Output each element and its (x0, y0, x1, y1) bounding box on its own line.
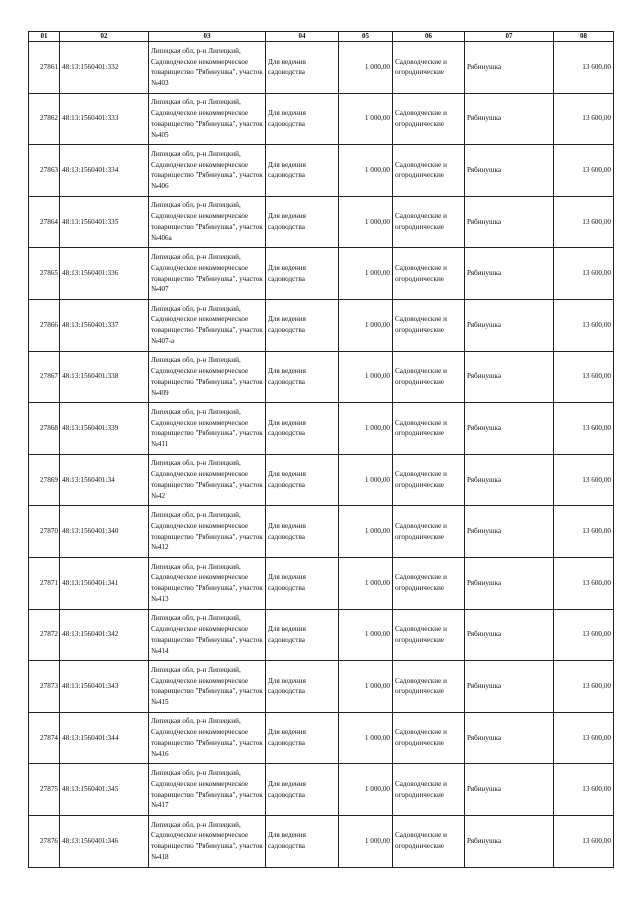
address-cell: Липецкая обл, р-н Липецкий, Садоводческое некоммерческое товарищество "Рябинушка", участок №405 (149, 93, 266, 145)
land-category-cell: Садоводческие и огороднические (393, 42, 465, 94)
row-number-cell: 27872 (29, 609, 60, 661)
cadastral-value-cell: 13 600,00 (554, 557, 614, 609)
table-row (29, 196, 614, 248)
column-header: 05 (339, 32, 393, 42)
permitted-use-cell: Для ведения садоводства (266, 764, 339, 816)
address-cell: Липецкая обл, р-н Липецкий, Садоводческое некоммерческое товарищество "Рябинушка", участок №415 (149, 661, 266, 713)
cadastral-number-cell: 48:13:1560401:34 (60, 454, 149, 506)
area-cell: 1 000,00 (339, 609, 393, 661)
permitted-use-cell: Для ведения садоводства (266, 42, 339, 94)
permitted-use-cell: Для ведения садоводства (266, 248, 339, 300)
table-row (29, 661, 614, 713)
cadastral-number-cell: 48:13:1560401:338 (60, 351, 149, 403)
address-cell: Липецкая обл, р-н Липецкий, Садоводческое некоммерческое товарищество "Рябинушка", участок №406а (149, 196, 266, 248)
row-number-cell: 27874 (29, 712, 60, 764)
cadastral-value-cell: 13 600,00 (554, 764, 614, 816)
area-cell: 1 000,00 (339, 93, 393, 145)
address-cell: Липецкая обл, р-н Липецкий, Садоводческое некоммерческое товарищество "Рябинушка", участок №409 (149, 351, 266, 403)
land-category-cell: Садоводческие и огороднические (393, 506, 465, 558)
land-category-cell: Садоводческие и огороднические (393, 145, 465, 197)
cadastral-value-cell: 13 600,00 (554, 299, 614, 351)
address-cell: Липецкая обл, р-н Липецкий, Садоводческое некоммерческое товарищество "Рябинушка", участок №407 (149, 248, 266, 300)
area-cell: 1 000,00 (339, 42, 393, 94)
address-cell: Липецкая обл, р-н Липецкий, Садоводческое некоммерческое товарищество "Рябинушка", участок №417 (149, 764, 266, 816)
land-category-cell: Садоводческие и огороднические (393, 299, 465, 351)
cadastral-number-cell: 48:13:1560401:335 (60, 196, 149, 248)
locality-cell: Рябинушка (465, 609, 554, 661)
column-header: 02 (60, 32, 149, 42)
area-cell: 1 000,00 (339, 764, 393, 816)
area-cell: 1 000,00 (339, 248, 393, 300)
land-category-cell: Садоводческие и огороднические (393, 248, 465, 300)
cadastral-value-cell: 13 600,00 (554, 403, 614, 455)
row-number-cell: 27865 (29, 248, 60, 300)
permitted-use-cell: Для ведения садоводства (266, 815, 339, 867)
row-number-cell: 27873 (29, 661, 60, 713)
locality-cell: Рябинушка (465, 145, 554, 197)
permitted-use-cell: Для ведения садоводства (266, 661, 339, 713)
cadastral-number-cell: 48:13:1560401:332 (60, 42, 149, 94)
column-header: 06 (393, 32, 465, 42)
locality-cell: Рябинушка (465, 764, 554, 816)
row-number-cell: 27875 (29, 764, 60, 816)
row-number-cell: 27868 (29, 403, 60, 455)
cadastral-number-cell: 48:13:1560401:345 (60, 764, 149, 816)
land-category-cell: Садоводческие и огороднические (393, 196, 465, 248)
cadastral-number-cell: 48:13:1560401:333 (60, 93, 149, 145)
area-cell: 1 000,00 (339, 712, 393, 764)
permitted-use-cell: Для ведения садоводства (266, 145, 339, 197)
locality-cell: Рябинушка (465, 248, 554, 300)
area-cell: 1 000,00 (339, 351, 393, 403)
cadastral-value-cell: 13 600,00 (554, 351, 614, 403)
area-cell: 1 000,00 (339, 506, 393, 558)
cadastral-number-cell: 48:13:1560401:337 (60, 299, 149, 351)
permitted-use-cell: Для ведения садоводства (266, 609, 339, 661)
address-cell: Липецкая обл, р-н Липецкий, Садоводческое некоммерческое товарищество "Рябинушка", участок №407-а (149, 299, 266, 351)
table-row (29, 454, 614, 506)
table-row (29, 42, 614, 94)
table-row (29, 403, 614, 455)
cadastral-value-cell: 13 600,00 (554, 661, 614, 713)
table-row (29, 351, 614, 403)
table-row (29, 764, 614, 816)
area-cell: 1 000,00 (339, 661, 393, 713)
cadastral-number-cell: 48:13:1560401:339 (60, 403, 149, 455)
column-header: 01 (29, 32, 60, 42)
table-row (29, 815, 614, 867)
locality-cell: Рябинушка (465, 299, 554, 351)
column-header: 04 (266, 32, 339, 42)
address-cell: Липецкая обл, р-н Липецкий, Садоводческое некоммерческое товарищество "Рябинушка", участок №411 (149, 403, 266, 455)
area-cell: 1 000,00 (339, 403, 393, 455)
address-cell: Липецкая обл, р-н Липецкий, Садоводческое некоммерческое товарищество "Рябинушка", участок №406 (149, 145, 266, 197)
cadastral-number-cell: 48:13:1560401:343 (60, 661, 149, 713)
area-cell: 1 000,00 (339, 299, 393, 351)
address-cell: Липецкая обл, р-н Липецкий, Садоводческое некоммерческое товарищество "Рябинушка", участок №412 (149, 506, 266, 558)
cadastral-number-cell: 48:13:1560401:340 (60, 506, 149, 558)
cadastral-number-cell: 48:13:1560401:334 (60, 145, 149, 197)
locality-cell: Рябинушка (465, 506, 554, 558)
table-row (29, 557, 614, 609)
row-number-cell: 27869 (29, 454, 60, 506)
table-row (29, 93, 614, 145)
permitted-use-cell: Для ведения садоводства (266, 403, 339, 455)
cadastral-number-cell: 48:13:1560401:346 (60, 815, 149, 867)
row-number-cell: 27876 (29, 815, 60, 867)
land-plots-table (28, 31, 614, 868)
land-category-cell: Садоводческие и огороднические (393, 815, 465, 867)
address-cell: Липецкая обл, р-н Липецкий, Садоводческое некоммерческое товарищество "Рябинушка", участок №403 (149, 42, 266, 94)
cadastral-value-cell: 13 600,00 (554, 712, 614, 764)
row-number-cell: 27863 (29, 145, 60, 197)
locality-cell: Рябинушка (465, 351, 554, 403)
table-row (29, 248, 614, 300)
table-row (29, 299, 614, 351)
area-cell: 1 000,00 (339, 145, 393, 197)
land-category-cell: Садоводческие и огороднические (393, 609, 465, 661)
cadastral-value-cell: 13 600,00 (554, 454, 614, 506)
land-category-cell: Садоводческие и огороднические (393, 661, 465, 713)
permitted-use-cell: Для ведения садоводства (266, 93, 339, 145)
locality-cell: Рябинушка (465, 196, 554, 248)
locality-cell: Рябинушка (465, 712, 554, 764)
locality-cell: Рябинушка (465, 661, 554, 713)
permitted-use-cell: Для ведения садоводства (266, 506, 339, 558)
document-page (28, 31, 613, 868)
cadastral-value-cell: 13 600,00 (554, 248, 614, 300)
cadastral-value-cell: 13 600,00 (554, 196, 614, 248)
locality-cell: Рябинушка (465, 815, 554, 867)
row-number-cell: 27867 (29, 351, 60, 403)
table-row (29, 609, 614, 661)
row-number-cell: 27866 (29, 299, 60, 351)
locality-cell: Рябинушка (465, 557, 554, 609)
locality-cell: Рябинушка (465, 93, 554, 145)
cadastral-number-cell: 48:13:1560401:344 (60, 712, 149, 764)
row-number-cell: 27870 (29, 506, 60, 558)
column-header: 07 (465, 32, 554, 42)
cadastral-value-cell: 13 600,00 (554, 506, 614, 558)
cadastral-value-cell: 13 600,00 (554, 145, 614, 197)
table-header-row (29, 32, 614, 42)
cadastral-value-cell: 13 600,00 (554, 815, 614, 867)
row-number-cell: 27862 (29, 93, 60, 145)
cadastral-number-cell: 48:13:1560401:341 (60, 557, 149, 609)
column-header: 08 (554, 32, 614, 42)
cadastral-value-cell: 13 600,00 (554, 609, 614, 661)
address-cell: Липецкая обл, р-н Липецкий, Садоводческое некоммерческое товарищество "Рябинушка", участок №418 (149, 815, 266, 867)
area-cell: 1 000,00 (339, 557, 393, 609)
permitted-use-cell: Для ведения садоводства (266, 196, 339, 248)
locality-cell: Рябинушка (465, 454, 554, 506)
land-category-cell: Садоводческие и огороднические (393, 403, 465, 455)
land-category-cell: Садоводческие и огороднические (393, 454, 465, 506)
column-header: 03 (149, 32, 266, 42)
cadastral-number-cell: 48:13:1560401:336 (60, 248, 149, 300)
cadastral-number-cell: 48:13:1560401:342 (60, 609, 149, 661)
address-cell: Липецкая обл, р-н Липецкий, Садоводческое некоммерческое товарищество "Рябинушка", участок №42 (149, 454, 266, 506)
cadastral-value-cell: 13 600,00 (554, 93, 614, 145)
table-row (29, 145, 614, 197)
land-category-cell: Садоводческие и огороднические (393, 557, 465, 609)
permitted-use-cell: Для ведения садоводства (266, 299, 339, 351)
table-row (29, 712, 614, 764)
permitted-use-cell: Для ведения садоводства (266, 712, 339, 764)
address-cell: Липецкая обл, р-н Липецкий, Садоводческое некоммерческое товарищество "Рябинушка", участок №413 (149, 557, 266, 609)
area-cell: 1 000,00 (339, 196, 393, 248)
area-cell: 1 000,00 (339, 815, 393, 867)
permitted-use-cell: Для ведения садоводства (266, 454, 339, 506)
permitted-use-cell: Для ведения садоводства (266, 557, 339, 609)
address-cell: Липецкая обл, р-н Липецкий, Садоводческое некоммерческое товарищество "Рябинушка", участок №414 (149, 609, 266, 661)
row-number-cell: 27864 (29, 196, 60, 248)
row-number-cell: 27861 (29, 42, 60, 94)
cadastral-value-cell: 13 600,00 (554, 42, 614, 94)
row-number-cell: 27871 (29, 557, 60, 609)
address-cell: Липецкая обл, р-н Липецкий, Садоводческое некоммерческое товарищество "Рябинушка", участок №416 (149, 712, 266, 764)
permitted-use-cell: Для ведения садоводства (266, 351, 339, 403)
table-row (29, 506, 614, 558)
area-cell: 1 000,00 (339, 454, 393, 506)
locality-cell: Рябинушка (465, 403, 554, 455)
land-category-cell: Садоводческие и огороднические (393, 93, 465, 145)
land-category-cell: Садоводческие и огороднические (393, 351, 465, 403)
land-category-cell: Садоводческие и огороднические (393, 712, 465, 764)
land-category-cell: Садоводческие и огороднические (393, 764, 465, 816)
locality-cell: Рябинушка (465, 42, 554, 94)
